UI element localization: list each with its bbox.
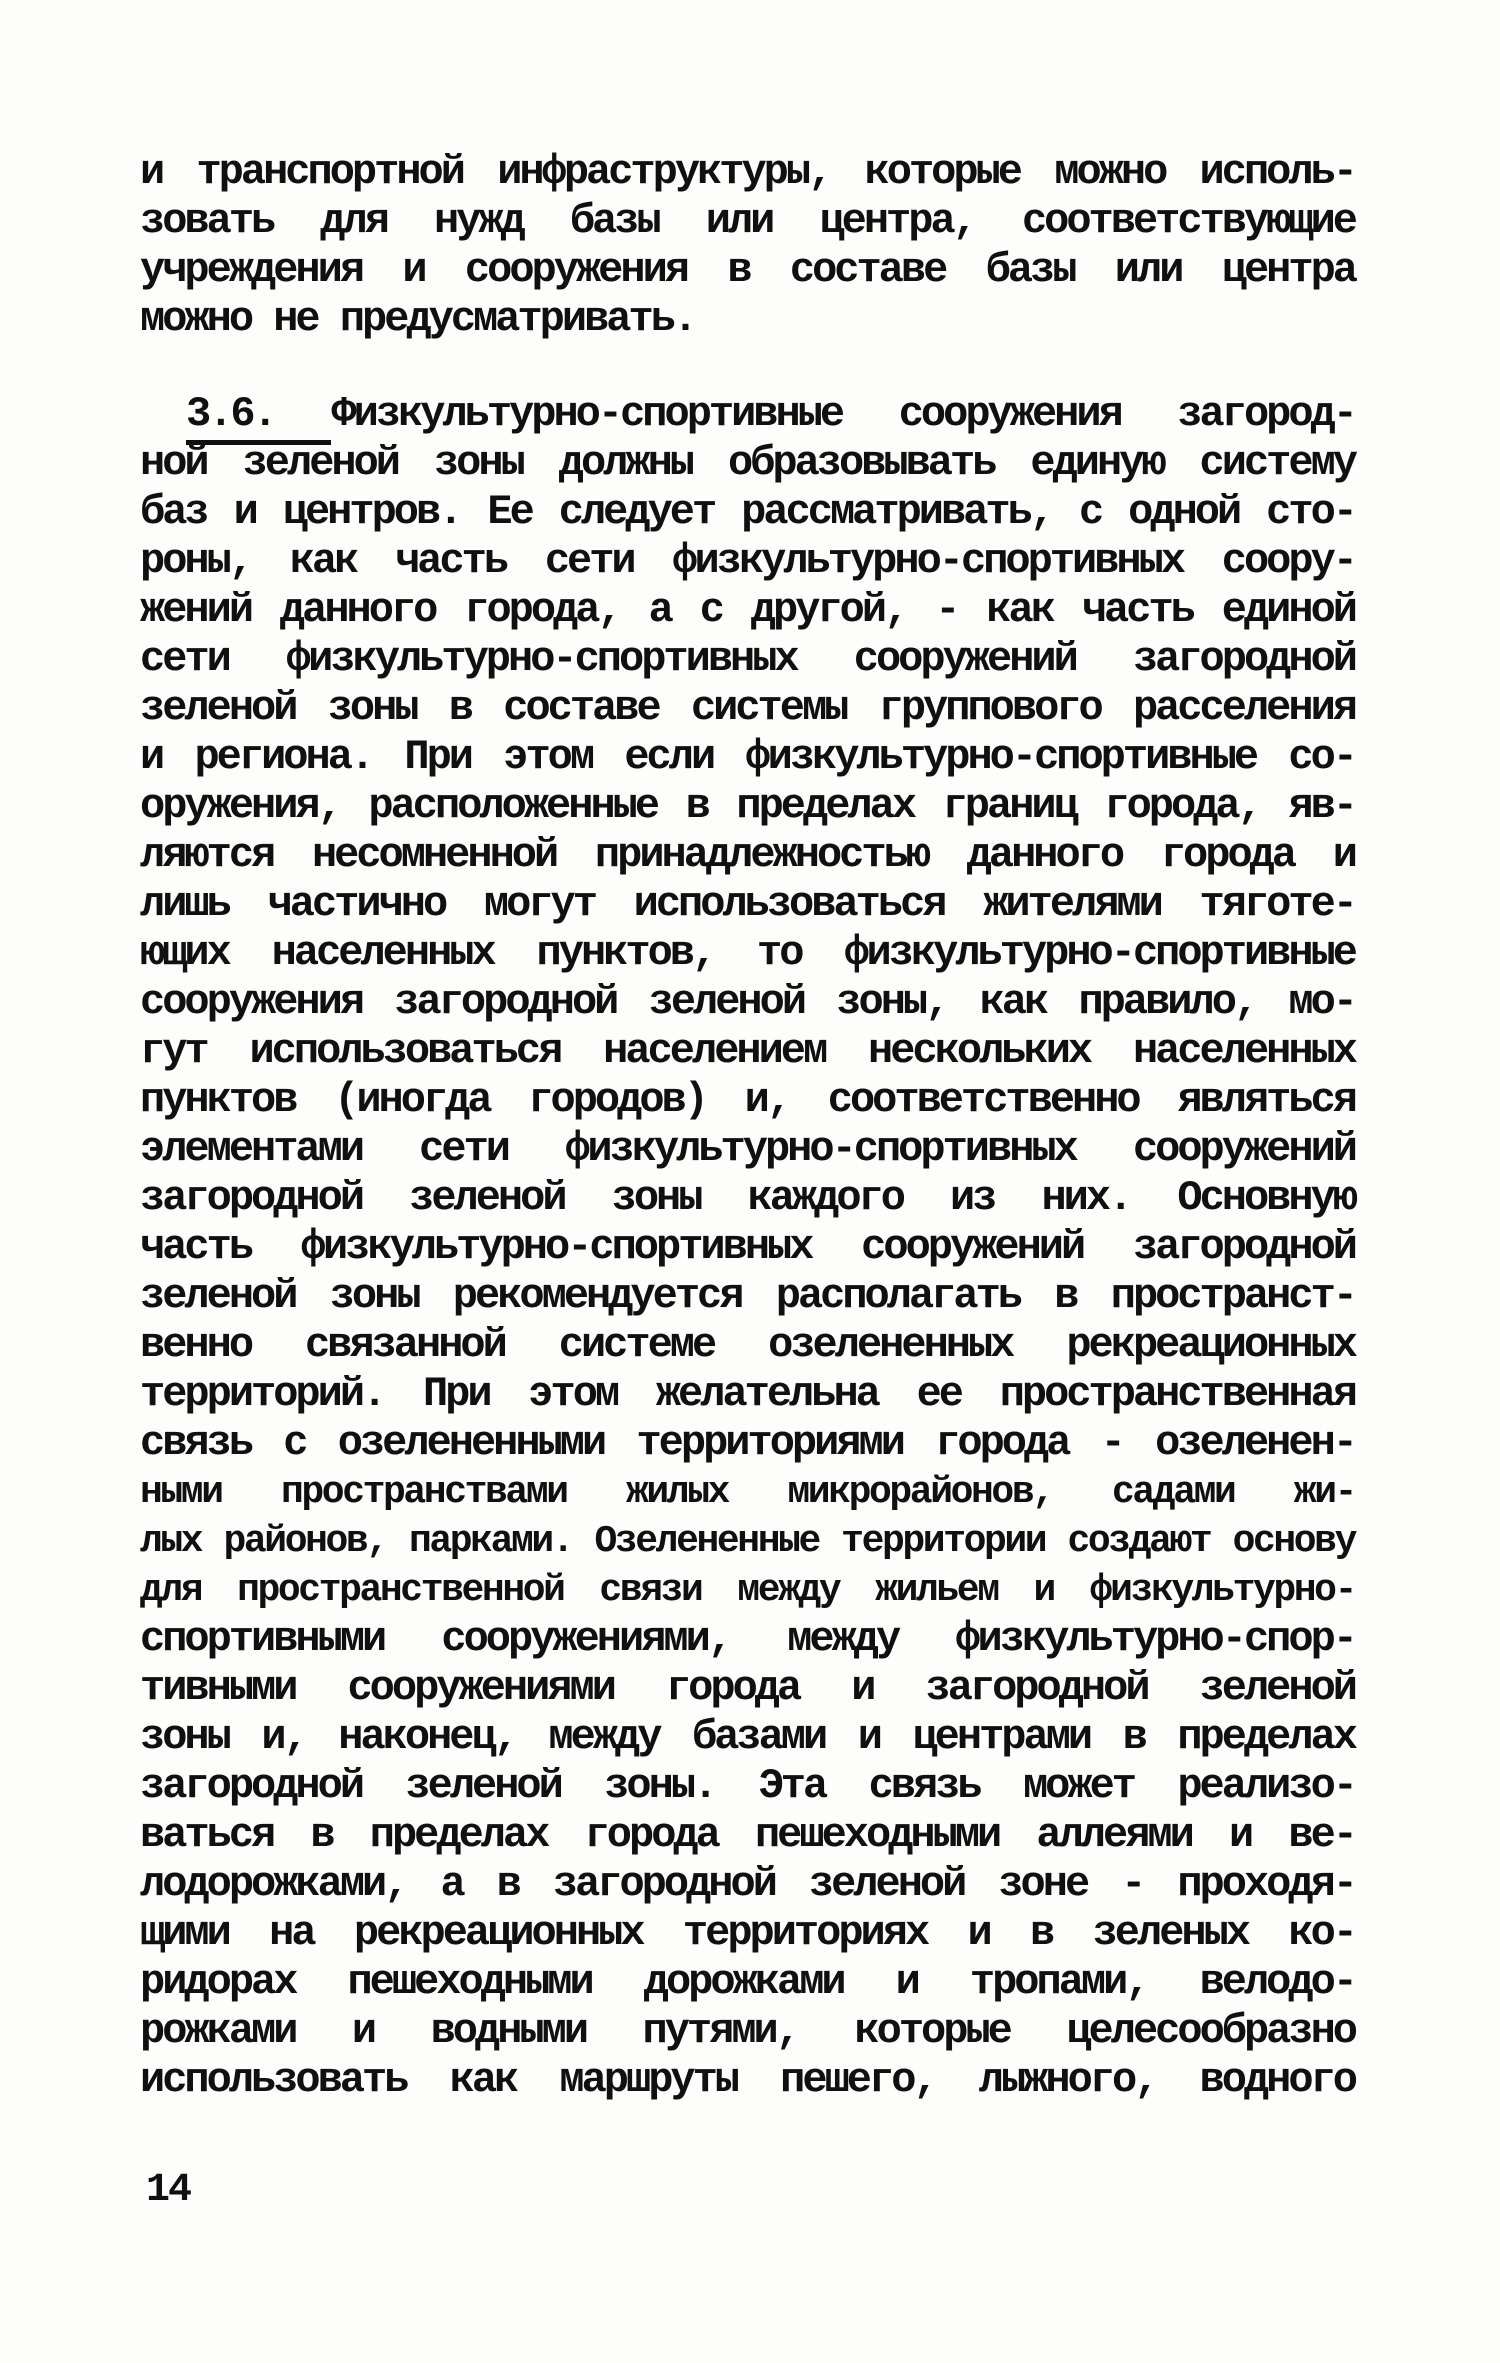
text-line — [140, 246, 1355, 295]
text-line — [140, 1909, 1355, 1958]
text-segment: зовать для нужд базы или центра, соответствующие — [140, 197, 1355, 245]
text-segment: для пространственной связи между жильем и физкультурно- — [140, 1569, 1355, 1612]
text-line — [140, 1860, 1355, 1909]
text-line — [140, 733, 1355, 782]
text-line — [140, 197, 1355, 246]
text-segment: зоны и, наконец, между базами и центрами в пределах — [140, 1713, 1355, 1761]
text-segment: зеленой зоны в составе системы группового расселения — [140, 684, 1355, 732]
text-line — [140, 1615, 1355, 1664]
text-segment: территорий. При этом желательна ее пространственная — [140, 1370, 1355, 1418]
text-segment: часть физкультурно-спортивных сооружений загородной — [140, 1223, 1355, 1271]
text-line — [140, 1762, 1355, 1811]
text-line — [140, 2007, 1355, 2056]
text-segment: сети физкультурно-спортивных сооружений загородной — [140, 635, 1355, 683]
text-line — [140, 1125, 1355, 1174]
text-segment: роны, как часть сети физкультурно-спортивных соору- — [140, 537, 1355, 585]
text-line — [140, 1076, 1355, 1125]
text-line — [140, 295, 1355, 344]
text-segment: оружения, расположенные в пределах границ города, яв- — [140, 782, 1355, 830]
text-segment: лодорожками, а в загородной зеленой зоне - проходя- — [140, 1860, 1355, 1908]
text-segment: ваться в пределах города пешеходными аллеями и ве- — [140, 1811, 1355, 1859]
text-line — [140, 1958, 1355, 2007]
text-segment: тивными сооружениями города и загородной зеленой — [140, 1664, 1355, 1712]
section-number: 3.6. — [186, 390, 331, 445]
text-line — [140, 1272, 1355, 1321]
text-line — [140, 1468, 1355, 1517]
text-line — [140, 1370, 1355, 1419]
text-segment: ридорах пешеходными дорожками и тропами, велодо- — [140, 1958, 1355, 2006]
paragraph — [140, 390, 1355, 2105]
text-line — [140, 635, 1355, 684]
text-segment: элементами сети физкультурно-спортивных сооружений — [140, 1125, 1355, 1173]
text-line — [140, 978, 1355, 1027]
text-segment: ными пространствами жилых микрорайонов, садами жи- — [140, 1471, 1355, 1514]
text-segment: и региона. При этом если физкультурно-спортивные со- — [140, 733, 1355, 781]
text-line — [140, 439, 1355, 488]
text-line — [140, 2056, 1355, 2105]
text-segment: спортивными сооружениями, между физкультурно-спор- — [140, 1615, 1355, 1663]
text-line — [140, 782, 1355, 831]
text-line — [140, 929, 1355, 978]
text-segment: щими на рекреационных территориях и в зеленых ко- — [140, 1909, 1355, 1957]
text-segment: лишь частично могут использоваться жителями тяготе- — [140, 880, 1355, 928]
text-line — [140, 148, 1355, 197]
text-segment: гут использоваться населением нескольких населенных — [140, 1027, 1355, 1075]
text-line — [140, 1174, 1355, 1223]
text-segment: баз и центров. Ее следует рассматривать, с одной сто- — [140, 488, 1355, 536]
text-segment: лых районов, парками. Озелененные территории создают основу — [140, 1520, 1355, 1563]
text-line — [140, 684, 1355, 733]
text-line — [140, 1419, 1355, 1468]
text-line — [140, 390, 1355, 439]
text-segment: связь с озелененными территориями города - озеленен- — [140, 1419, 1355, 1467]
paragraph — [140, 148, 1355, 344]
text-segment: использовать как маршруты пешего, лыжного, водного — [140, 2056, 1355, 2104]
text-line — [140, 1664, 1355, 1713]
text-line — [140, 880, 1355, 929]
text-line — [140, 831, 1355, 880]
page-number: 14 — [146, 2168, 191, 2213]
text-segment: и транспортной инфраструктуры, которые можно исполь- — [140, 148, 1355, 196]
text-line — [140, 1321, 1355, 1370]
text-segment: ной зеленой зоны должны образовывать единую систему — [140, 439, 1355, 487]
text-segment: пунктов (иногда городов) и, соответственно являться — [140, 1076, 1355, 1124]
text-line — [140, 1517, 1355, 1566]
text-segment: загородной зеленой зоны каждого из них. Основную — [140, 1174, 1355, 1222]
text-segment: ляются несомненной принадлежностью данного города и — [140, 831, 1355, 879]
text-segment: учреждения и сооружения в составе базы или центра — [140, 246, 1355, 294]
text-segment: зеленой зоны рекомендуется располагать в пространст- — [140, 1272, 1355, 1320]
text-line — [140, 1713, 1355, 1762]
text-line — [140, 537, 1355, 586]
text-segment: жений данного города, а с другой, - как часть единой — [140, 586, 1355, 634]
text-line — [140, 1811, 1355, 1860]
text-segment: венно связанной системе озелененных рекреационных — [140, 1321, 1355, 1369]
text-segment: можно не предусматривать. — [140, 295, 696, 343]
text-line — [140, 586, 1355, 635]
page-text — [140, 148, 1355, 2105]
text-line — [140, 1223, 1355, 1272]
text-segment: сооружения загородной зеленой зоны, как правило, мо- — [140, 978, 1355, 1026]
text-line — [140, 488, 1355, 537]
text-segment: загородной зеленой зоны. Эта связь может реализо- — [140, 1762, 1355, 1810]
text-segment: Физкультурно-спортивные сооружения загород- — [331, 390, 1355, 438]
text-segment: рожками и водными путями, которые целесообразно — [140, 2007, 1355, 2055]
text-segment: ющих населенных пунктов, то физкультурно-спортивные — [140, 929, 1355, 977]
text-line — [140, 1027, 1355, 1076]
text-line — [140, 1566, 1355, 1615]
